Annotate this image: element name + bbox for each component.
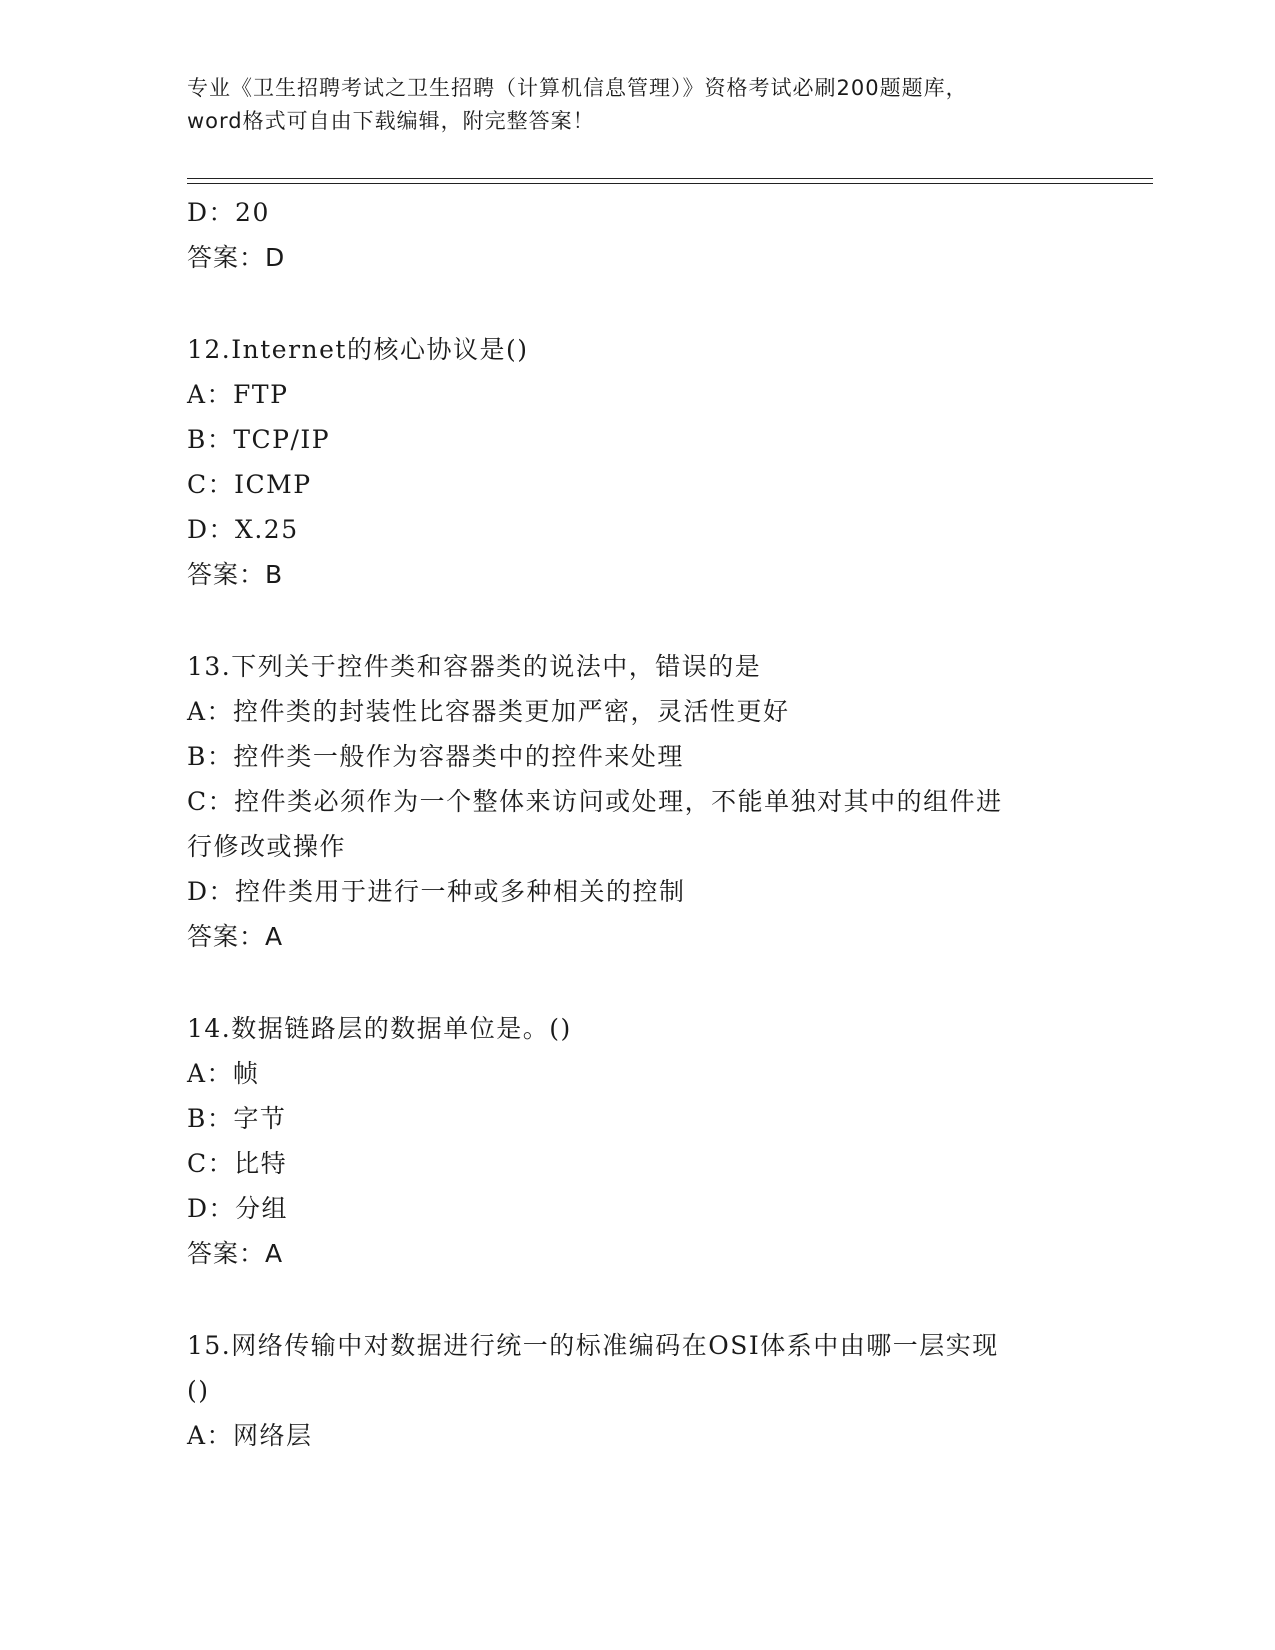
option-a: A：FTP [187,380,289,409]
question-11 [187,190,1107,280]
header-title-line-1: 专业《卫生招聘考试之卫生招聘（计算机信息管理）》资格考试必刷200题题库， [187,76,968,100]
question-text-line-1: 15.网络传输中对数据进行统一的标准编码在OSI体系中由哪一层实现 [187,1331,999,1360]
option-d: D：分组 [187,1194,289,1223]
spacer [187,959,1107,1006]
option-a: A：网络层 [187,1421,313,1450]
answer: 答案：A [187,922,284,951]
option-d: D：20 [187,198,270,227]
question-14 [187,1006,1107,1276]
question-text: 14.数据链路层的数据单位是。() [187,1014,572,1043]
question-text: 12.Internet的核心协议是() [187,335,529,364]
answer: 答案：D [187,243,286,272]
option-d: D：X.25 [187,515,299,544]
option-d: D：控件类用于进行一种或多种相关的控制 [187,877,686,906]
spacer [187,1276,1107,1323]
question-15 [187,1323,1107,1458]
option-c: C：比特 [187,1149,288,1178]
option-c-line-2: 行修改或操作 [187,832,347,861]
option-b: B：TCP/IP [187,425,331,454]
document-header [187,72,1087,138]
answer: 答案：A [187,1239,284,1268]
question-13 [187,644,1107,959]
option-a: A：控件类的封装性比容器类更加严密，灵活性更好 [187,697,790,726]
option-c-line-1: C：控件类必须作为一个整体来访问或处理，不能单独对其中的组件进 [187,787,1003,816]
question-text: 13.下列关于控件类和容器类的说法中，错误的是 [187,652,762,681]
spacer [187,597,1107,644]
answer: 答案：B [187,560,284,589]
option-b: B：字节 [187,1104,287,1133]
question-12 [187,327,1107,597]
option-b: B：控件类一般作为容器类中的控件来处理 [187,742,684,771]
option-c: C：ICMP [187,470,312,499]
question-text-line-2: () [187,1376,210,1405]
header-title-line-2: word格式可自由下载编辑，附完整答案！ [187,109,595,133]
option-a: A：帧 [187,1059,260,1088]
header-divider-top [187,178,1153,179]
header-divider-bottom [187,183,1153,184]
question-list [187,190,1107,1458]
spacer [187,280,1107,327]
